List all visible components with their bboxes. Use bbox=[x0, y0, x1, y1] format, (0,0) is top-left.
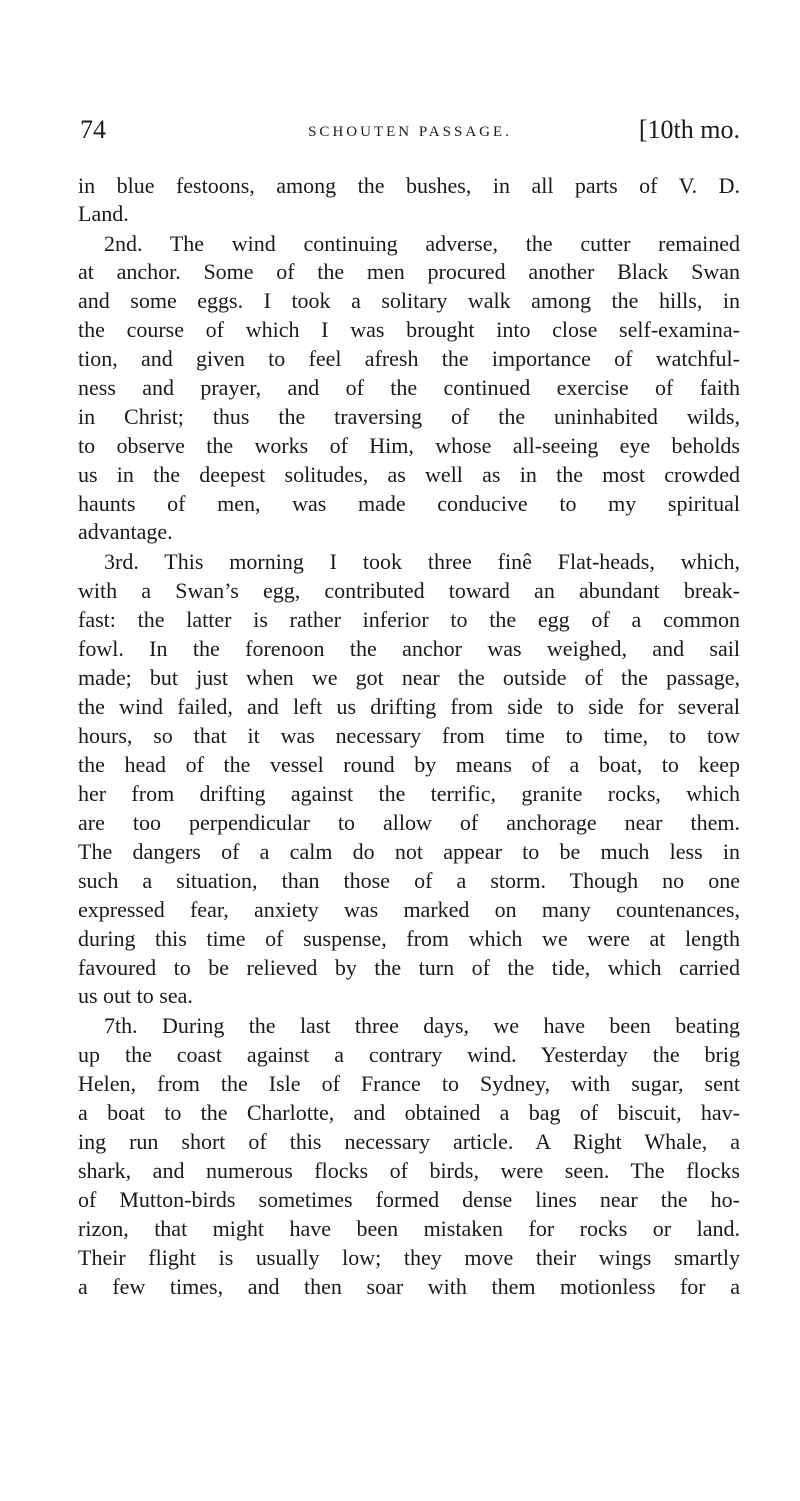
text-line: 2nd. The wind continuing adverse, the cutter remained bbox=[104, 231, 740, 256]
text-line: up the coast against a contrary wind. Yesterday the brig bbox=[78, 1042, 740, 1067]
text-line: shark, and numerous flocks of birds, were seen. The flocks bbox=[78, 1158, 740, 1183]
text-line: a boat to the Charlotte, and obtained a bag of biscuit, hav- bbox=[78, 1100, 740, 1125]
text-line: fowl. In the forenoon the anchor was weighed, and sail bbox=[78, 636, 740, 661]
text-line: tion, and given to feel afresh the importance of watchful- bbox=[78, 346, 740, 371]
text-line: are too perpendicular to allow of anchorage near them. bbox=[78, 810, 740, 835]
page-number: 74 bbox=[80, 115, 106, 144]
text-line: her from drifting against the terrific, granite rocks, which bbox=[78, 781, 740, 806]
text-line: haunts of men, was made conducive to my spiritual bbox=[78, 491, 740, 516]
text-line: hours, so that it was necessary from time to time, to tow bbox=[78, 723, 740, 748]
text-line: the wind failed, and left us drifting from side to side for several bbox=[78, 694, 740, 719]
text-line: of Mutton-birds sometimes formed dense lines near the ho- bbox=[78, 1187, 740, 1212]
text-line: 3rd. This morning I took three finê Flat-heads, which, bbox=[104, 549, 740, 574]
text-line: rizon, that might have been mistaken for rocks or land. bbox=[78, 1216, 740, 1241]
text-line: advantage. bbox=[78, 519, 173, 544]
text-line: The dangers of a calm do not appear to be much less in bbox=[78, 839, 740, 864]
text-line: a few times, and then soar with them motionless for a bbox=[78, 1274, 740, 1299]
text-line: fast: the latter is rather inferior to the egg of a common bbox=[78, 607, 740, 632]
text-line: to observe the works of Him, whose all-seeing eye beholds bbox=[78, 433, 740, 458]
text-line: in blue festoons, among the bushes, in all parts of V. D. bbox=[78, 173, 740, 198]
running-head bbox=[80, 115, 740, 151]
text-line: such a situation, than those of a storm. Though no one bbox=[78, 868, 740, 893]
text-line: Helen, from the Isle of France to Sydney, with sugar, sent bbox=[78, 1071, 740, 1096]
text-line: during this time of suspense, from which we were at length bbox=[78, 926, 740, 951]
text-line: the course of which I was brought into close self-examina- bbox=[78, 317, 740, 342]
text-line: ing run short of this necessary article. A Right Whale, a bbox=[78, 1129, 740, 1154]
text-line: at anchor. Some of the men procured another Black Swan bbox=[78, 259, 740, 284]
text-line: ness and prayer, and of the continued exercise of faith bbox=[78, 375, 740, 400]
text-line: favoured to be relieved by the turn of the tide, which carried bbox=[78, 955, 740, 980]
text-line: the head of the vessel round by means of a boat, to keep bbox=[78, 752, 740, 777]
month-label: [10th mo. bbox=[638, 115, 740, 144]
text-line: us out to sea. bbox=[78, 983, 193, 1008]
text-line: us in the deepest solitudes, as well as in the most crowded bbox=[78, 462, 740, 487]
text-line: made; but just when we got near the outside of the passage, bbox=[78, 665, 740, 690]
text-line: in Christ; thus the traversing of the uninhabited wilds, bbox=[78, 404, 740, 429]
text-line: expressed fear, anxiety was marked on many countenances, bbox=[78, 897, 740, 922]
text-line: Their flight is usually low; they move their wings smartly bbox=[78, 1245, 740, 1270]
section-title: SCHOUTEN PASSAGE. bbox=[308, 124, 512, 140]
text-line: and some eggs. I took a solitary walk among the hills, in bbox=[78, 288, 740, 313]
text-line: Land. bbox=[78, 201, 129, 226]
text-line: with a Swan’s egg, contributed toward an abundant break- bbox=[78, 578, 740, 603]
text-line: 7th. During the last three days, we have been beating bbox=[104, 1013, 740, 1038]
